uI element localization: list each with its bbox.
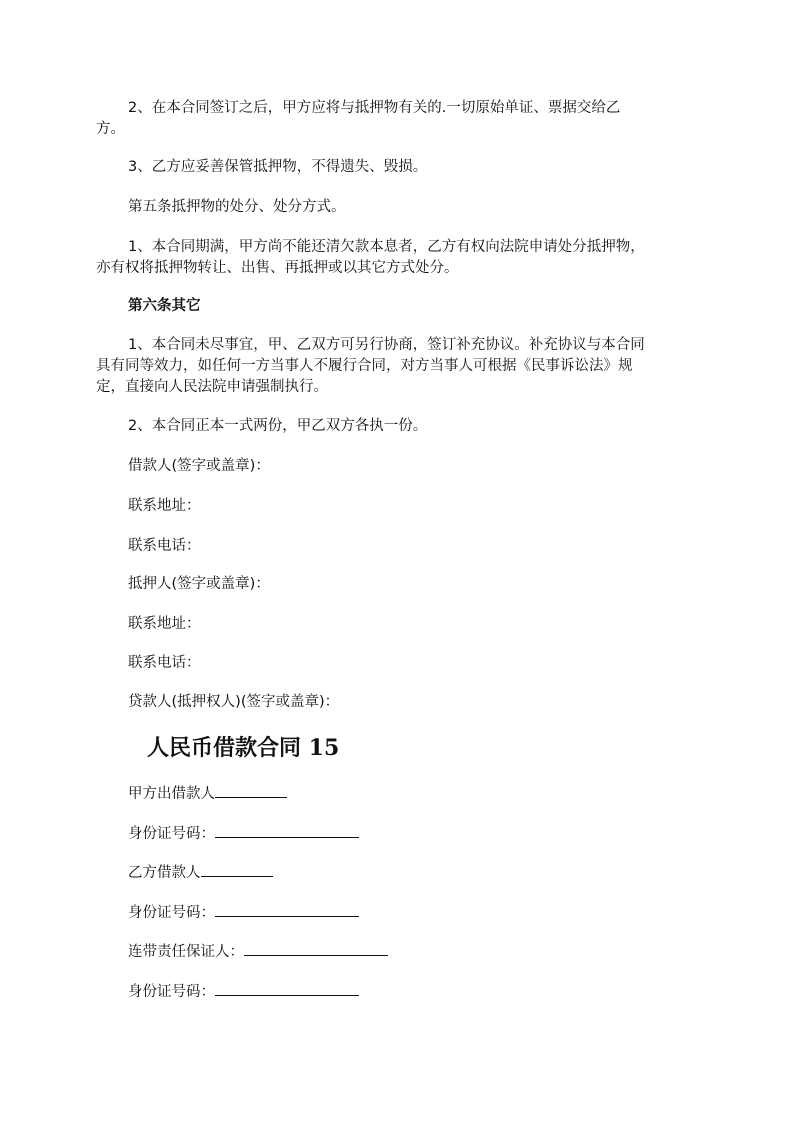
party-b-id-blank [215, 900, 359, 917]
borrower-signature-label: 借款人(签字或盖章)： [128, 458, 270, 474]
mortgagor-signature-label: 抵押人(签字或盖章)： [128, 576, 270, 592]
party-a-row [128, 781, 287, 804]
party-b-blank [201, 860, 273, 877]
party-b-id-label: 身份证号码： [128, 905, 215, 921]
guarantor-row [128, 939, 388, 962]
section5-heading: 第五条抵押物的处分、处分方式。 [128, 199, 346, 215]
section6-clause2: 2、本合同正本一式两份，甲乙双方各执一份。 [128, 418, 428, 434]
section4-clause2-line1: 2、在本合同签订之后，甲方应将与抵押物有关的.一切原始单证、票据交给乙 [128, 100, 621, 116]
section5-clause1-line1: 1、本合同期满，甲方尚不能还清欠款本息者，乙方有权向法院申请处分抵押物， [128, 239, 645, 255]
section4-clause2-line2: 方。 [96, 121, 125, 137]
section6-clause1-line3: 定，直接向人民法院申请强制执行。 [96, 379, 328, 395]
party-a-id-label: 身份证号码： [128, 826, 215, 842]
guarantor-id-row [128, 979, 359, 1002]
lender-signature-label: 贷款人(抵押权人)(签字或盖章)： [128, 694, 340, 710]
guarantor-id-blank [215, 979, 359, 996]
party-b-id-row [128, 900, 359, 923]
guarantor-id-label: 身份证号码： [128, 984, 215, 1000]
contract-title: 人民币借款合同 15 [147, 735, 340, 761]
party-b-label: 乙方借款人 [128, 865, 201, 881]
party-b-row [128, 860, 273, 883]
section6-clause1-line2: 具有同等效力，如任何一方当事人不履行合同，对方当事人可根据《民事诉讼法》规 [96, 358, 633, 374]
section6-clause1-line1: 1、本合同未尽事宜，甲、乙双方可另行协商，签订补充协议。补充协议与本合同 [128, 337, 645, 353]
mortgagor-address-label: 联系地址： [128, 616, 201, 632]
section5-clause1-line2: 亦有权将抵押物转让、出售、再抵押或以其它方式处分。 [96, 260, 459, 276]
mortgagor-phone-label: 联系电话： [128, 655, 201, 671]
party-a-id-row [128, 821, 359, 844]
borrower-address-label: 联系地址： [128, 498, 201, 514]
guarantor-label: 连带责任保证人： [128, 944, 244, 960]
section6-heading: 第六条其它 [128, 298, 201, 314]
section4-clause3: 3、乙方应妥善保管抵押物，不得遗失、毁损。 [128, 159, 428, 175]
party-a-id-blank [215, 821, 359, 838]
party-a-label: 甲方出借款人 [128, 786, 215, 802]
borrower-phone-label: 联系电话： [128, 538, 201, 554]
party-a-blank [215, 781, 287, 798]
guarantor-blank [244, 939, 388, 956]
